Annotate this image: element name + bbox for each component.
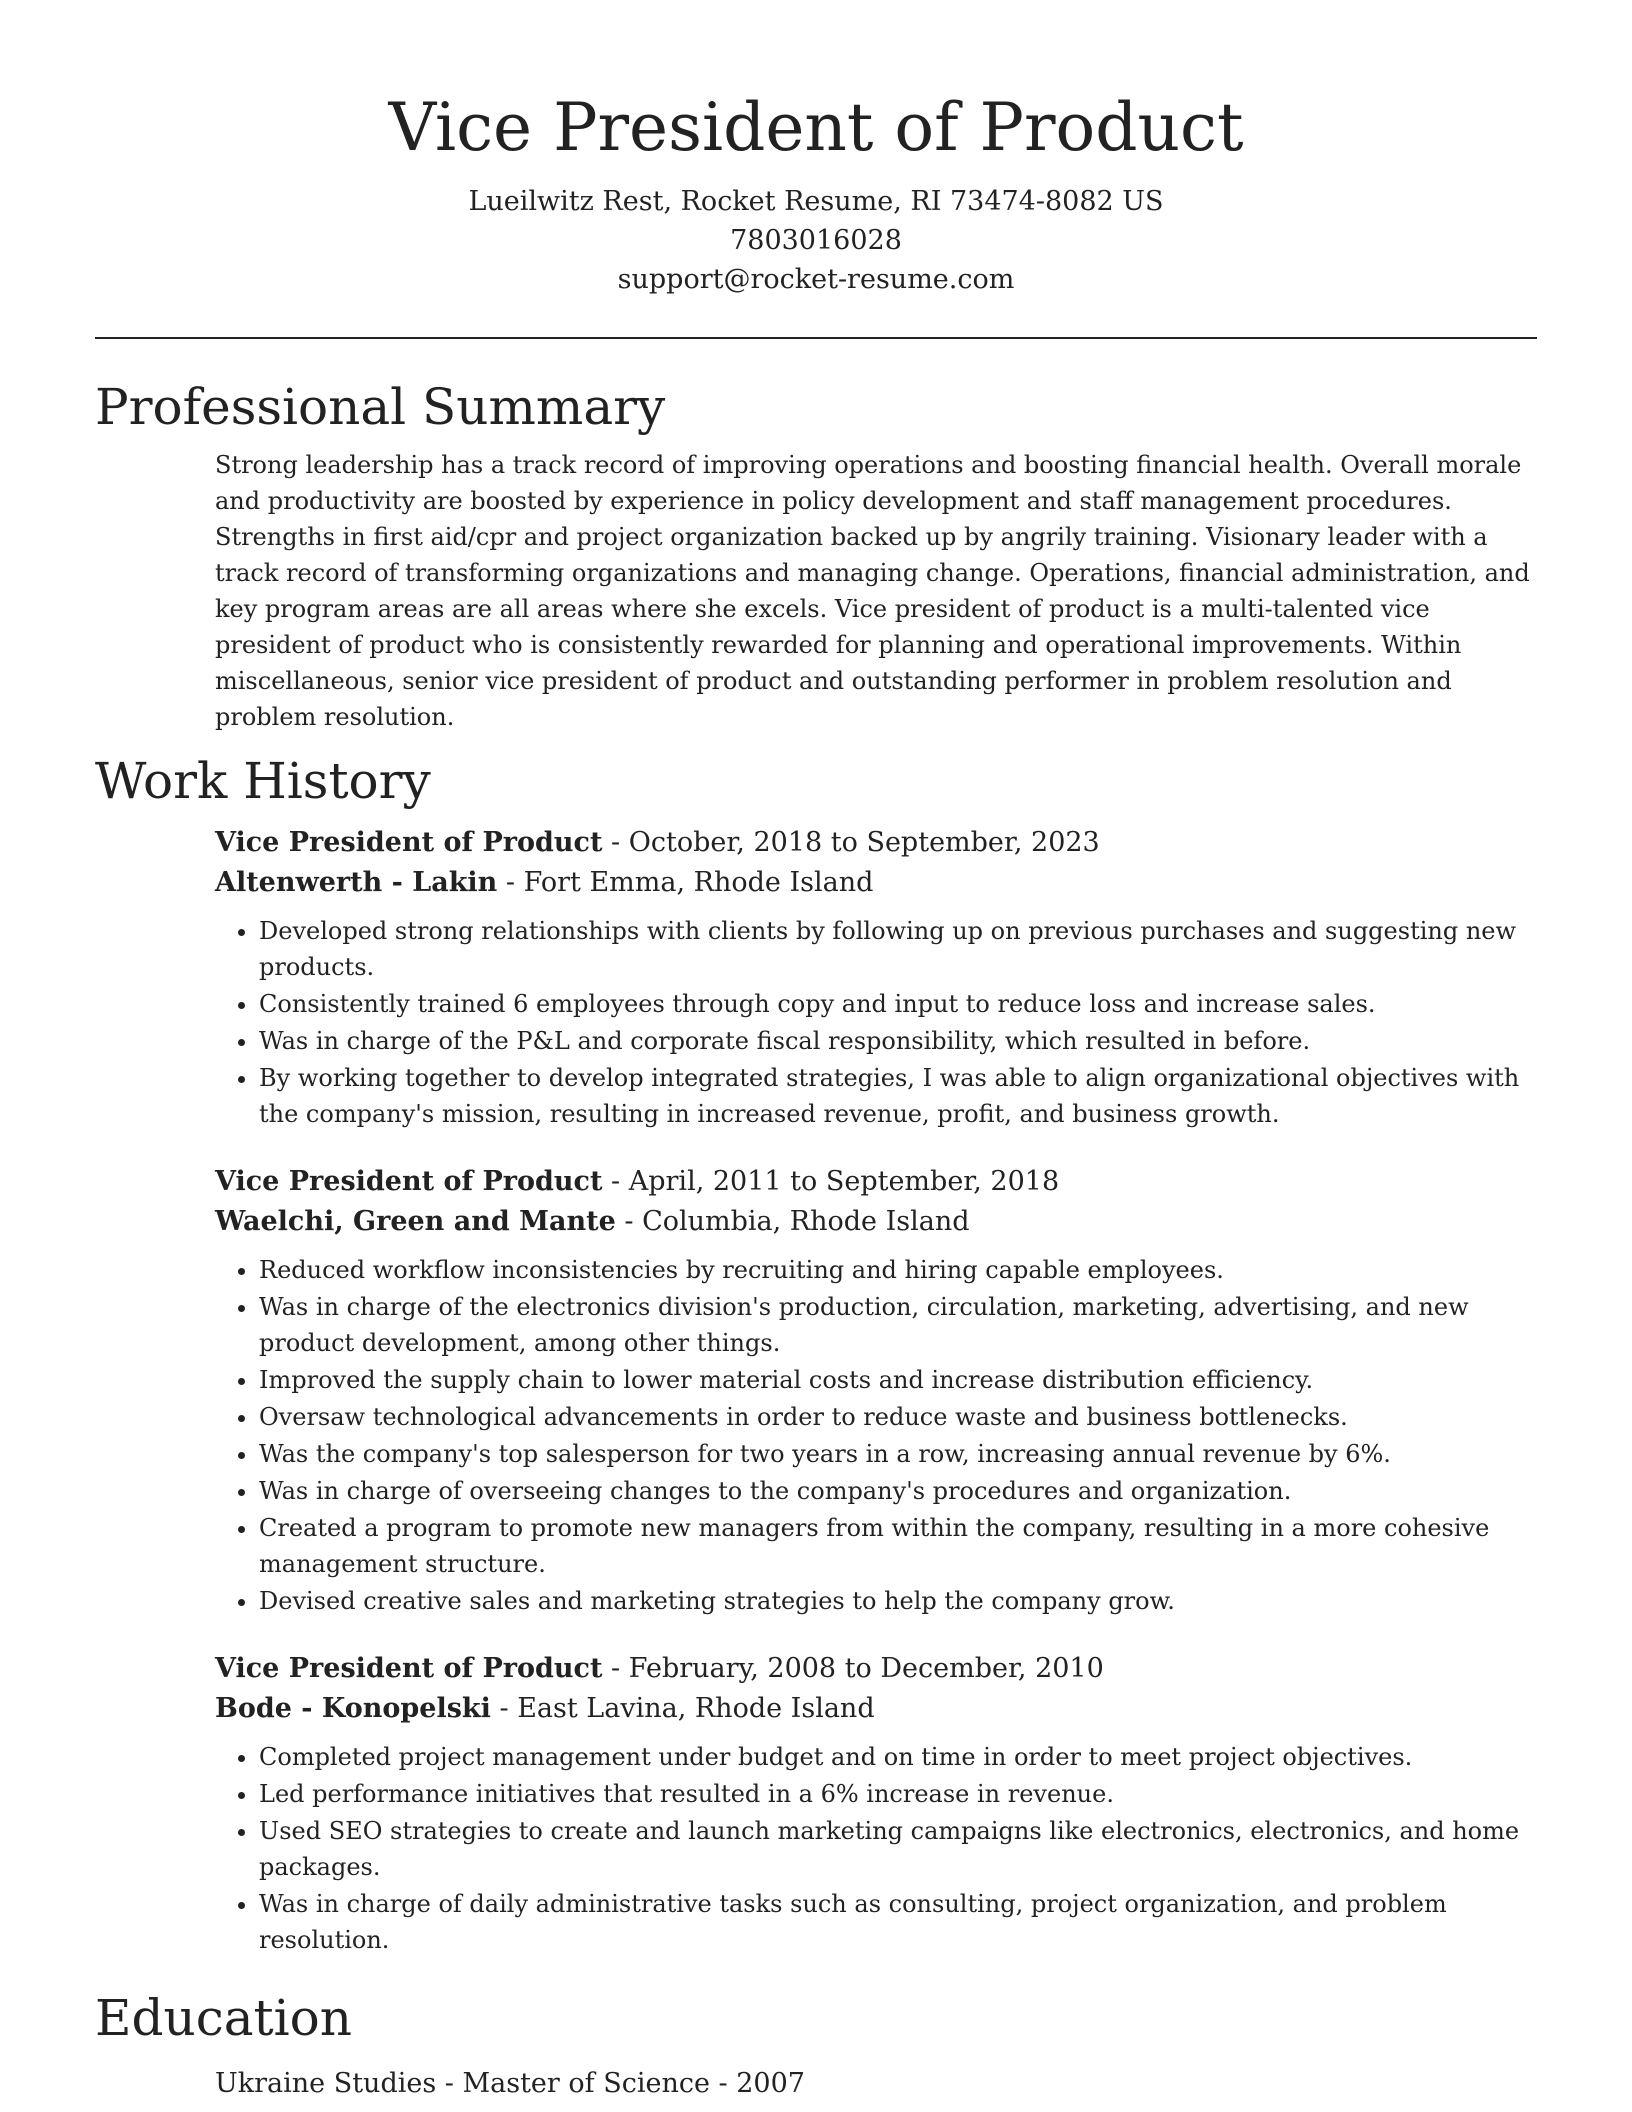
job-bullet: • Was the company's top salesperson for two years in a row, increasing annual revenue by 6%.: [259, 1436, 1537, 1472]
resume-header: [95, 0, 1537, 299]
job-company-row: [215, 1202, 1537, 1242]
job-bullets: [215, 1252, 1537, 1619]
job-role: Vice President of Product: [215, 1653, 603, 1684]
job-title-row: [215, 1162, 1537, 1202]
summary-text: Strong leadership has a track record of improving operations and boosting financial health. Overall morale and productivity are boosted by experience in policy development and staff management procedures. Strengths in first aid/cpr and project organization backed up by angrily training. Visionary leader with a track record of transforming organizations and managing change. Operations, financial administration, and key program areas are all areas where she excels. Vice president of product is a multi-talented vice president of product who is consistently rewarded for planning and operational improvements. Within miscellaneous, senior vice president of product and outstanding performer in problem resolution and problem resolution.: [215, 451, 1530, 731]
job-company-row: [215, 863, 1537, 903]
contact-info: [95, 182, 1537, 299]
job-dates: - February, 2008 to December, 2010: [602, 1653, 1104, 1684]
job-entry: [215, 1649, 1537, 1958]
contact-address: Lueilwitz Rest, Rocket Resume, RI 73474-8082 US: [468, 186, 1164, 217]
job-bullet: • Consistently trained 6 employees through copy and input to reduce loss and increase sales.: [259, 986, 1537, 1022]
job-role: Vice President of Product: [215, 827, 603, 858]
job-bullet: • Was in charge of daily administrative tasks such as consulting, project organization, and problem resolution.: [259, 1886, 1537, 1958]
job-company: Altenwerth - Lakin: [215, 867, 498, 898]
education-entry: Ukraine Studies - Master of Science - 2007: [215, 2068, 805, 2099]
education-section: [95, 1986, 1537, 2104]
job-entry: [215, 823, 1537, 1132]
job-bullet: • Completed project management under budget and on time in order to meet project objectives.: [259, 1739, 1537, 1775]
job-bullet: • Reduced workflow inconsistencies by recruiting and hiring capable employees.: [259, 1252, 1537, 1288]
job-title-row: [215, 823, 1537, 863]
job-bullet: • Was in charge of the P&L and corporate fiscal responsibility, which resulted in before.: [259, 1023, 1537, 1059]
job-bullets: [215, 913, 1537, 1132]
job-bullet: • Created a program to promote new managers from within the company, resulting in a more cohesive management structure.: [259, 1510, 1537, 1582]
contact-email: support@rocket-resume.com: [617, 264, 1015, 295]
job-location: - Fort Emma, Rhode Island: [497, 867, 874, 898]
job-bullet: • Improved the supply chain to lower material costs and increase distribution efficiency.: [259, 1362, 1537, 1398]
job-entry: [215, 1162, 1537, 1619]
job-bullet: • Developed strong relationships with clients by following up on previous purchases and suggesting new products.: [259, 913, 1537, 985]
candidate-name: Vice President of Product: [388, 89, 1244, 166]
job-company: Bode - Konopelski: [215, 1693, 491, 1724]
job-bullet: • By working together to develop integrated strategies, I was able to align organizational objectives with the company's mission, resulting in increased revenue, profit, and business growth.: [259, 1060, 1537, 1132]
job-company: Waelchi, Green and Mante: [215, 1206, 616, 1237]
job-bullet: • Was in charge of the electronics division's production, circulation, marketing, advertising, and new product development, among other things.: [259, 1289, 1537, 1361]
header-divider: [95, 337, 1537, 339]
professional-summary-section: [95, 375, 1537, 735]
job-bullets: [215, 1739, 1537, 1958]
job-location: - Columbia, Rhode Island: [615, 1206, 970, 1237]
job-bullet: • Oversaw technological advancements in order to reduce waste and business bottlenecks.: [259, 1399, 1537, 1435]
contact-phone: 7803016028: [730, 225, 902, 256]
job-location: - East Lavina, Rhode Island: [490, 1693, 875, 1724]
job-dates: - October, 2018 to September, 2023: [602, 827, 1100, 858]
job-bullet: • Led performance initiatives that resulted in a 6% increase in revenue.: [259, 1776, 1537, 1812]
job-bullet: • Was in charge of overseeing changes to the company's procedures and organization.: [259, 1473, 1537, 1509]
job-dates: - April, 2011 to September, 2018: [602, 1166, 1060, 1197]
section-title-summary: Professional Summary: [95, 378, 666, 436]
section-title-work-history: Work History: [95, 752, 431, 810]
job-role: Vice President of Product: [215, 1166, 603, 1197]
job-title-row: [215, 1649, 1537, 1689]
work-history-section: [95, 749, 1537, 1958]
job-bullet: • Devised creative sales and marketing strategies to help the company grow.: [259, 1583, 1537, 1619]
job-bullet: • Used SEO strategies to create and launch marketing campaigns like electronics, electronics, and home packages.: [259, 1813, 1537, 1885]
job-company-row: [215, 1689, 1537, 1729]
section-title-education: Education: [95, 1989, 352, 2047]
